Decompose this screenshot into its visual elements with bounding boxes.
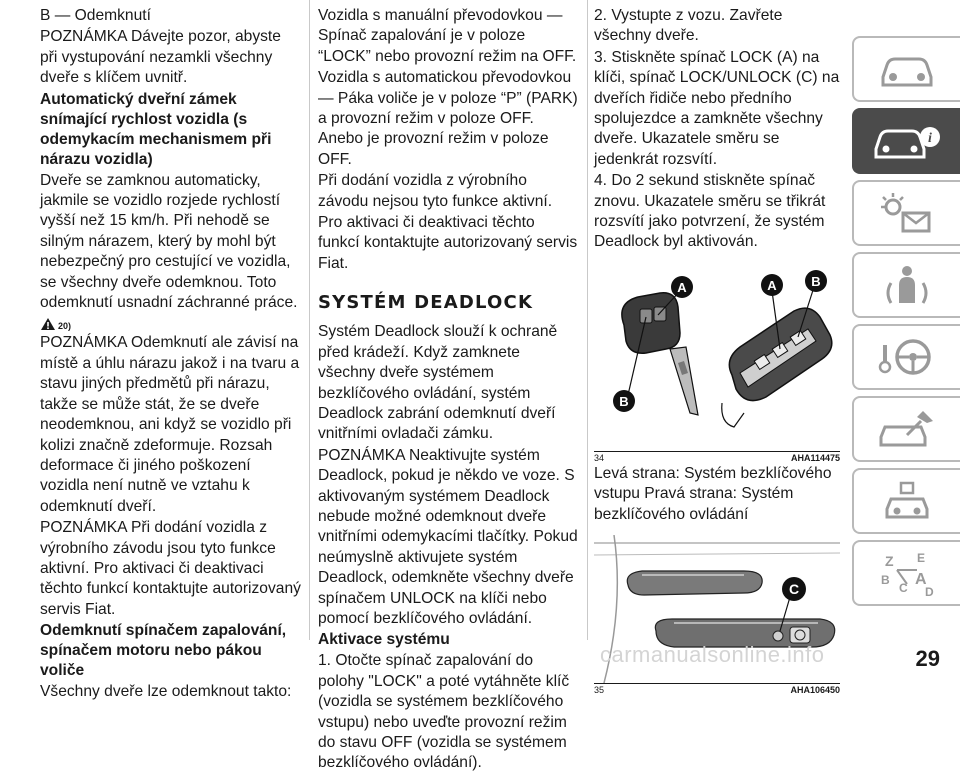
paragraph: POZNÁMKA Dávejte pozor, abyste při vystupování nezamkli všechny dveře s klíčem uvnitř.: [40, 28, 281, 87]
warning-ref-number: 20): [58, 321, 72, 332]
paragraph: POZNÁMKA Odemknutí ale závisí na místě a úhlu nárazu jakož i na tvaru a stavu jiných předmětů při nárazu, takže se může stát, že se dveře neodemknou, ani když se vozidlo při kolizi značně zdeformuje. Rozsah deformace či jiného poškození vozidla není nutně ve vztahu k odemknutí dveří.: [40, 334, 300, 515]
steering-wheel-icon: [877, 335, 937, 379]
figure-number: 34: [594, 452, 605, 463]
svg-text:A: A: [915, 571, 927, 588]
paragraph: Pro aktivaci či deaktivaci těchto funkcí kontaktujte autorizovaný servis Fiat.: [318, 214, 578, 272]
svg-text:E: E: [917, 551, 926, 565]
car-repair-icon: [877, 479, 937, 523]
callout-a-right: A: [767, 277, 777, 293]
page-number: 29: [915, 646, 940, 671]
svg-text:Z: Z: [885, 553, 894, 569]
svg-text:D: D: [925, 585, 934, 598]
paragraph: POZNÁMKA Neaktivujte systém Deadlock, pokud je někdo ve voze. S aktivovaným systémem Deadlock nebude možné odemknout dveře vnitřními odemykacími tlačítky. Pokud neúmyslně aktivujete systém Deadlock, odemkněte všechny dveře spínačem UNLOCK na klíči nebo pomocí bezklíčového ovládání.: [318, 446, 578, 627]
paragraph: B — Odemknutí: [40, 7, 151, 24]
svg-text:C: C: [899, 581, 908, 595]
tab-index[interactable]: [852, 540, 960, 606]
paragraph: 3. Stiskněte spínač LOCK (A) na klíči, spínač LOCK/UNLOCK (C) na dveřích řidiče nebo předního spolujezdce a zamkněte všechny dveře. Ukazatele směru se jedenkrát rozsvítí.: [594, 48, 840, 168]
paragraph: 2. Vystupte z vozu. Zavřete všechny dveře.: [594, 7, 783, 45]
warning-reference: [40, 315, 302, 331]
warning-triangle-icon: [40, 317, 56, 331]
car-tools-icon: [877, 407, 937, 451]
tab-car-info[interactable]: [852, 108, 960, 174]
tab-safety[interactable]: [852, 252, 960, 318]
svg-text:i: i: [928, 131, 932, 146]
paragraph: Systém Deadlock slouží k ochraně před krádeží. Když zamknete všechny dveře systémem bezklíčového ovládání, systém Deadlock zabrání odemknutí dveří vnitřními ovladači zámku.: [318, 323, 558, 443]
callout-c: C: [788, 581, 800, 598]
paragraph: Při dodání vozidla z výrobního závodu nejsou tyto funkce aktivní.: [318, 172, 553, 210]
figure-number: 35: [594, 685, 605, 696]
car-info-icon: [872, 119, 942, 163]
paragraph: 1. Otočte spínač zapalování do polohy "LOCK" a poté vytáhněte klíč (vozidla se systémem bezklíčového vstupu) nebo uveďte provozní režim do stavu OFF (vozidla se systémem bezklíčového ovládání).: [318, 652, 570, 772]
figure-code: AHA114475: [790, 452, 840, 463]
column-middle: [318, 6, 580, 775]
paragraph: Vozidla s manuální převodovkou — Spínač zapalování je v poloze “LOCK” nebo provozní režim na OFF.: [318, 7, 577, 65]
figure-caption-bar: [594, 685, 840, 696]
figure-code: AHA106450: [790, 685, 840, 696]
section-heading: Automatický dveřní zámek snímající rychlost vozidla (s odemykacím mechanismem při nárazu vozidla): [40, 90, 272, 168]
watermark: carmanualsonline.info: [600, 642, 825, 667]
column-divider: [309, 0, 310, 640]
alphabetical-index-icon: [877, 548, 937, 598]
tab-starting-driving[interactable]: [852, 324, 960, 390]
deadlock-heading: SYSTÉM DEADLOCK: [318, 292, 534, 314]
figure-caption: Levá strana: Systém bezklíčového vstupu Pravá strana: Systém bezklíčového ovládání: [594, 464, 832, 523]
section-heading: Odemknutí spínačem zapalování, spínačem motoru nebo pákou voliče: [40, 622, 287, 680]
tab-warning-lights[interactable]: [852, 180, 960, 246]
callout-b-right: B: [811, 273, 821, 289]
column-right: [594, 6, 840, 696]
paragraph: Všechny dveře lze odemknout takto:: [40, 683, 292, 701]
column-divider: [587, 0, 588, 640]
key-fob-illustration: [594, 263, 840, 451]
chapter-sidebar: [852, 36, 960, 612]
warning-lights-icon: [877, 191, 937, 235]
tab-maintenance[interactable]: [852, 468, 960, 534]
svg-text:B: B: [881, 573, 890, 587]
paragraph: Dveře se zamknou automaticky, jakmile se vozidlo rozjede rychlostí vyšší než 15 km/h. Při nehodě se silným nárazem, který by mohl být nebezpečný pro cestující ve vozidla, se všechny dveře odemknou. Toto odemknutí usnadní záchranné práce.: [40, 171, 298, 312]
paragraph: Vozidla s automatickou převodovkou — Páka voliče je v poloze “P” (PARK) a provozní režim v poloze OFF. Anebo je provozní režim v poloze OFF.: [318, 69, 578, 168]
paragraph: 4. Do 2 sekund stiskněte spínač znovu. Ukazatele směru se třikrát rozsvítí jako potvrzení, že systém Deadlock byl aktivován.: [594, 172, 826, 251]
tab-dashboard[interactable]: [852, 36, 960, 102]
section-heading: Aktivace systému: [318, 631, 450, 649]
figure-caption-bar: [594, 453, 840, 464]
tab-emergency[interactable]: [852, 396, 960, 462]
seat-airbag-icon: [877, 263, 937, 307]
callout-b: B: [619, 393, 629, 409]
paragraph: POZNÁMKA Při dodání vozidla z výrobního závodu jsou tyto funkce aktivní. Pro aktivaci či deaktivaci těchto funkcí kontaktujte autorizovaný servis Fiat.: [40, 519, 301, 618]
key-fob-figure: [594, 263, 840, 452]
car-dashboard-icon: [877, 47, 937, 91]
column-left: [40, 6, 302, 704]
callout-a: A: [677, 279, 687, 295]
